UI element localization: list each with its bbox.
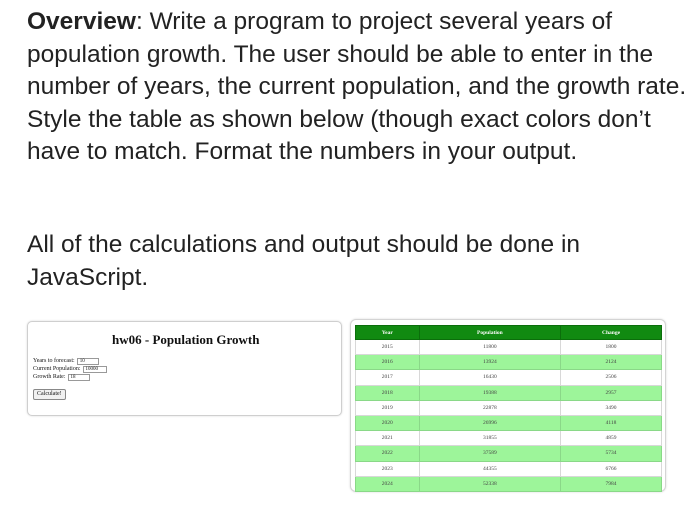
cell-year: 2022 xyxy=(356,446,420,461)
javascript-paragraph: All of the calculations and output should be done in JavaScript. xyxy=(27,231,581,291)
overview-text: : Write a program to project several years of population growth. The user should be able to enter in the number of years, the current population, and the growth rate. Style the table as shown below (though exact colors don’t have to match. Format the numbers in your output. xyxy=(27,8,687,166)
overview-label: Overview xyxy=(27,8,136,35)
cell-year: 2024 xyxy=(356,476,420,491)
table-row xyxy=(356,370,662,385)
calculate-button[interactable]: Calculate! xyxy=(33,389,66,400)
cell-year: 2021 xyxy=(356,431,420,446)
cell-change: 6766 xyxy=(561,461,662,476)
years-input[interactable]: 10 xyxy=(77,358,99,365)
overview-paragraph xyxy=(27,6,687,169)
cell-population: 19388 xyxy=(419,385,560,400)
population-label: Current Population: xyxy=(33,366,81,372)
cell-population: 44355 xyxy=(419,461,560,476)
population-input[interactable]: 10000 xyxy=(83,366,107,373)
population-table xyxy=(355,325,662,492)
cell-change: 4859 xyxy=(561,431,662,446)
table-row xyxy=(356,385,662,400)
cell-population: 37589 xyxy=(419,446,560,461)
cell-year: 2020 xyxy=(356,415,420,430)
cell-population: 16430 xyxy=(419,370,560,385)
cell-population: 22878 xyxy=(419,400,560,415)
cell-year: 2016 xyxy=(356,355,420,370)
cell-population: 13924 xyxy=(419,355,560,370)
population-row xyxy=(33,366,107,373)
cell-year: 2015 xyxy=(356,340,420,355)
cell-change: 5734 xyxy=(561,446,662,461)
cell-change: 3490 xyxy=(561,400,662,415)
rate-label: Growth Rate: xyxy=(33,374,66,380)
cell-change: 2957 xyxy=(561,385,662,400)
table-row xyxy=(356,415,662,430)
rate-row xyxy=(33,374,90,381)
cell-change: 4118 xyxy=(561,415,662,430)
cell-population: 52338 xyxy=(419,476,560,491)
cell-change: 1800 xyxy=(561,340,662,355)
table-row xyxy=(356,446,662,461)
table-preview-card xyxy=(350,319,666,492)
table-row xyxy=(356,340,662,355)
cell-change: 2124 xyxy=(561,355,662,370)
table-row xyxy=(356,476,662,491)
table-header-row xyxy=(356,326,662,340)
form-preview-card xyxy=(27,321,342,416)
cell-year: 2018 xyxy=(356,385,420,400)
cell-year: 2019 xyxy=(356,400,420,415)
cell-year: 2023 xyxy=(356,461,420,476)
years-label: Years to forecast: xyxy=(33,358,75,364)
table-row xyxy=(356,461,662,476)
table-row xyxy=(356,431,662,446)
cell-change: 7984 xyxy=(561,476,662,491)
form-title: hw06 - Population Growth xyxy=(112,332,260,347)
cell-year: 2017 xyxy=(356,370,420,385)
table-row xyxy=(356,355,662,370)
header-change: Change xyxy=(561,326,662,340)
cell-population: 26996 xyxy=(419,415,560,430)
rate-input[interactable]: 18 xyxy=(68,374,90,381)
header-population: Population xyxy=(419,326,560,340)
header-year: Year xyxy=(356,326,420,340)
years-row xyxy=(33,358,99,365)
table-row xyxy=(356,400,662,415)
cell-population: 11800 xyxy=(419,340,560,355)
cell-change: 2506 xyxy=(561,370,662,385)
cell-population: 31855 xyxy=(419,431,560,446)
